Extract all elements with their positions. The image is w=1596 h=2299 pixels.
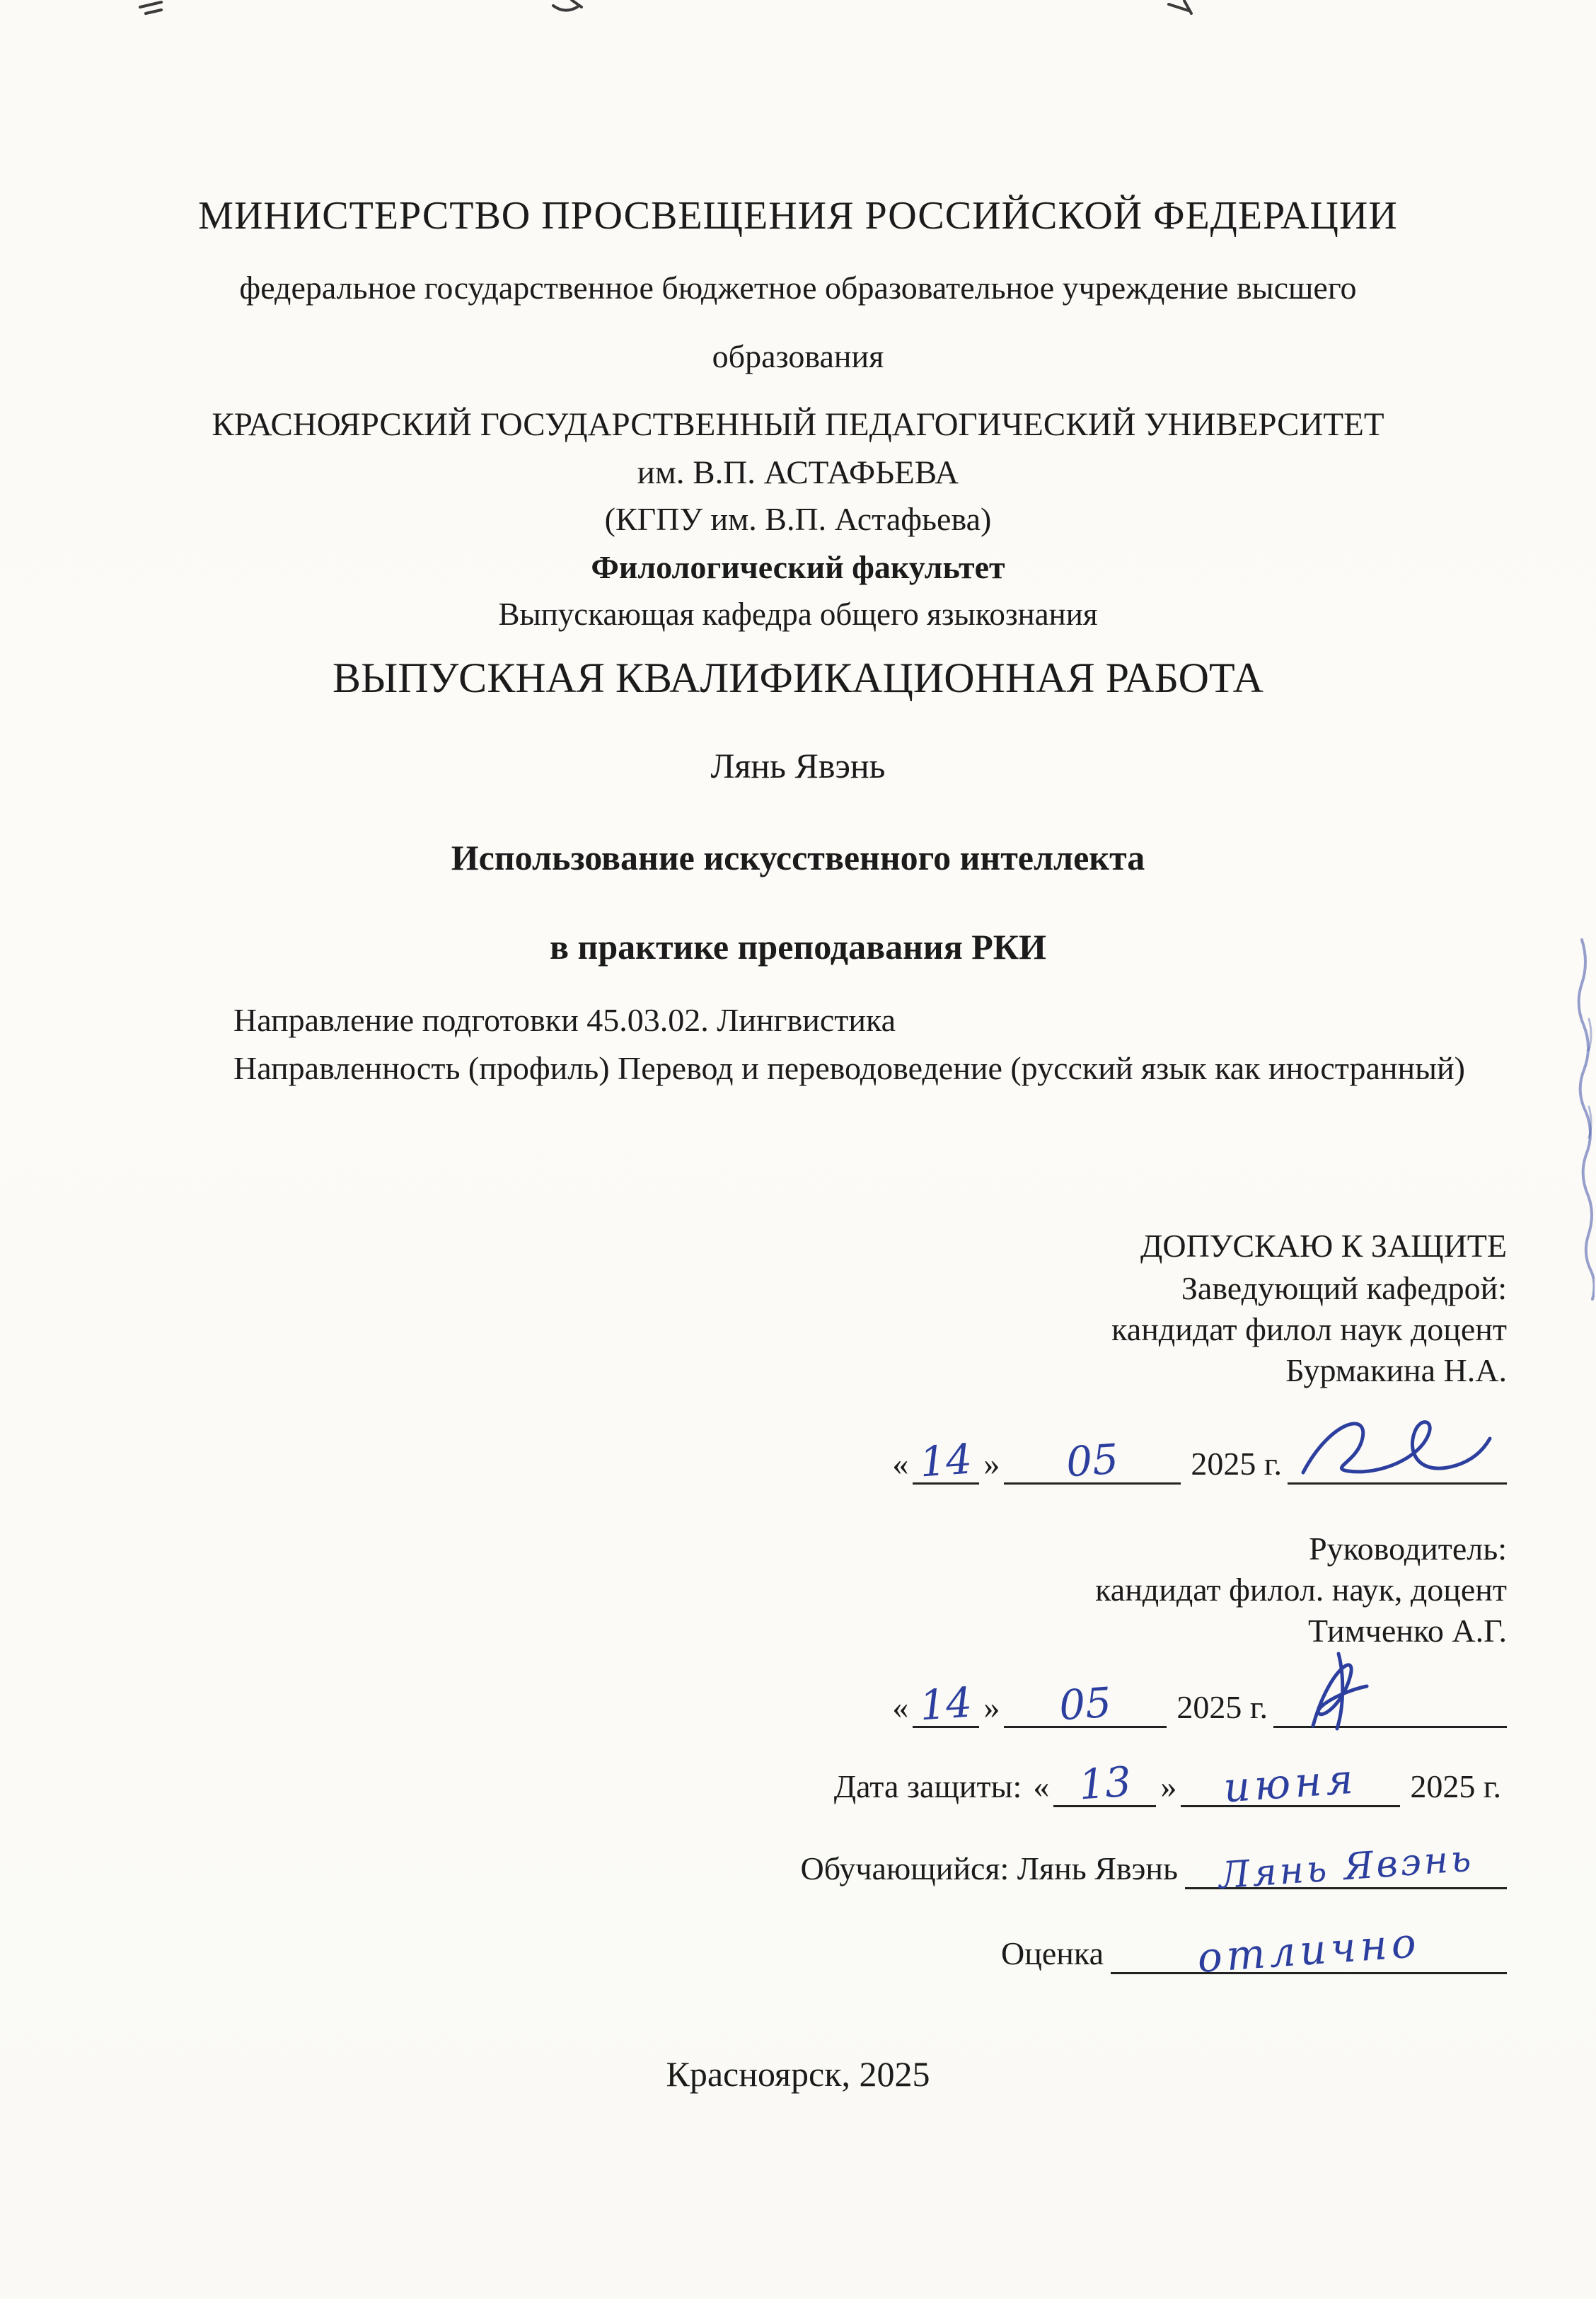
head-signature xyxy=(1290,1407,1503,1492)
admit-to-defense-heading: ДОПУСКАЮ К ЗАЩИТЕ xyxy=(1140,1228,1507,1264)
work-type-heading: ВЫПУСКНАЯ КВАЛИФИКАЦИОННАЯ РАБОТА xyxy=(332,655,1264,701)
scan-artifact-right xyxy=(1571,934,1595,1330)
supervisor-signature xyxy=(1276,1644,1418,1736)
approval-column xyxy=(672,1226,1507,1982)
student-row xyxy=(672,1819,1507,1898)
quote-open: « xyxy=(892,1446,909,1482)
grade-blank-line xyxy=(1111,1918,1507,1982)
city-year-line: Красноярск, 2025 xyxy=(666,2054,930,2094)
thesis-title-line1: Использование искусственного интеллекта xyxy=(451,838,1145,877)
student-signature-line xyxy=(1185,1837,1507,1898)
program-info xyxy=(233,999,1518,1090)
university-named-after: им. В.П. АСТАФЬЕВА xyxy=(637,454,959,491)
thesis-title-line2: в практике преподавания РКИ xyxy=(550,927,1046,967)
supervisor-degree: кандидат филол. наук, доцент xyxy=(1095,1572,1507,1608)
author-name: Лянь Явэнь xyxy=(710,746,886,785)
head-position: Заведующий кафедрой: xyxy=(1181,1270,1507,1306)
approval-date-row xyxy=(672,1411,1507,1485)
student-signature-handwritten: Лянь Явэнь xyxy=(1217,1837,1475,1898)
head-signature-line xyxy=(1288,1471,1507,1485)
supervisor-year: 2025 г. xyxy=(1176,1689,1268,1725)
month-blank-line xyxy=(1004,1434,1181,1487)
student-label: Обучающийся: Лянь Явэнь xyxy=(800,1850,1178,1886)
day-blank-line xyxy=(1053,1757,1156,1809)
supervisor-day-handwritten: 14 xyxy=(918,1678,974,1730)
supervisor-date-row xyxy=(672,1657,1507,1728)
supervisor-month-handwritten: 05 xyxy=(1058,1678,1114,1730)
faculty-name: Филологический факультет xyxy=(591,548,1005,585)
approval-year: 2025 г. xyxy=(1191,1446,1282,1482)
defense-year: 2025 г. xyxy=(1410,1768,1501,1804)
quote-open: « xyxy=(1033,1768,1050,1804)
quote-close: » xyxy=(983,1689,1000,1725)
supervisor-position: Руководитель: xyxy=(1309,1531,1507,1567)
day-blank-line xyxy=(913,1678,979,1730)
program-direction: Направление подготовки 45.03.02. Лингвистика xyxy=(233,1002,896,1038)
supervisor-signature-line xyxy=(1273,1715,1507,1728)
department-name: Выпускающая кафедра общего языкознания xyxy=(498,596,1098,632)
quote-close: » xyxy=(983,1446,1000,1482)
month-blank-line xyxy=(1004,1678,1167,1730)
quote-close: » xyxy=(1160,1768,1177,1804)
grade-row xyxy=(672,1903,1507,1982)
work-title-block xyxy=(0,652,1596,968)
grade-label: Оценка xyxy=(1001,1935,1104,1971)
day-blank-line xyxy=(913,1434,979,1487)
defense-day-handwritten: 13 xyxy=(1077,1757,1133,1809)
ministry-line: МИНИСТЕРСТВО ПРОСВЕЩЕНИЯ РОССИЙСКОЙ ФЕДЕРАЦИИ xyxy=(198,194,1398,238)
month-blank-line xyxy=(1181,1754,1400,1812)
grade-value-handwritten: отлично xyxy=(1196,1918,1422,1982)
scan-artifact-top xyxy=(0,0,1596,31)
letterhead xyxy=(0,192,1596,633)
defense-date-label: Дата защиты: xyxy=(833,1768,1022,1804)
university-abbreviation: (КГПУ им. В.П. Астафьева) xyxy=(604,501,992,538)
defense-month-handwritten: июня xyxy=(1222,1754,1359,1812)
approval-month-handwritten: 05 xyxy=(1065,1434,1121,1487)
approval-day-handwritten: 14 xyxy=(918,1434,974,1487)
university-name: КРАСНОЯРСКИЙ ГОСУДАРСТВЕННЫЙ ПЕДАГОГИЧЕСКИЙ УНИВЕРСИТЕТ xyxy=(212,405,1384,443)
head-degree: кандидат филол наук доцент xyxy=(1111,1311,1507,1347)
quote-open: « xyxy=(892,1689,909,1725)
supervisor-name: Тимченко А.Г. xyxy=(1308,1613,1507,1649)
head-name: Бурмакина Н.А. xyxy=(1285,1352,1507,1388)
defense-date-row xyxy=(672,1736,1507,1812)
institution-type-line2: образования xyxy=(712,338,884,375)
program-profile: Направленность (профиль) Перевод и переводоведение (русский язык как иностранный) xyxy=(233,1049,1465,1086)
institution-type-line1: федеральное государственное бюджетное образовательное учреждение высшего xyxy=(239,270,1357,306)
